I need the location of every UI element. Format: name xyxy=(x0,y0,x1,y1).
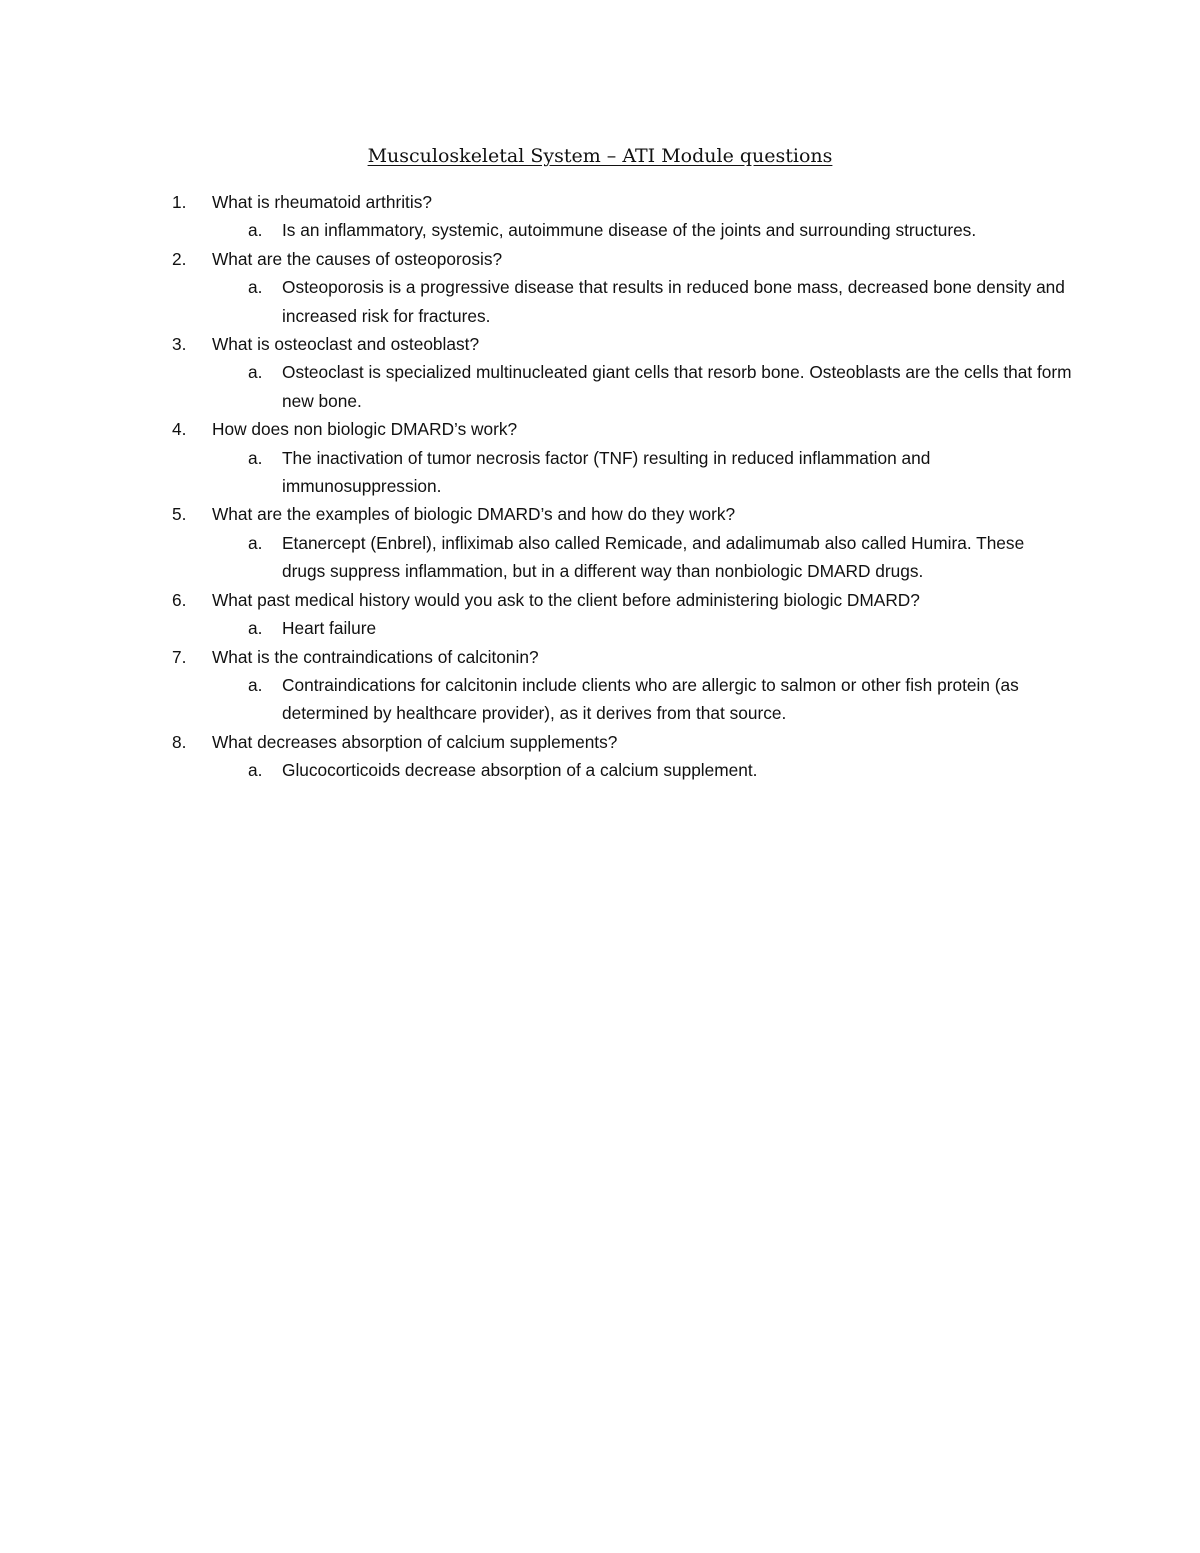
answer-row xyxy=(172,273,1072,330)
answer-letter: a. xyxy=(248,362,263,383)
answer-letter: a. xyxy=(248,760,263,781)
question-row xyxy=(172,500,1072,528)
document-title: Musculoskeletal System – ATI Module questions xyxy=(367,145,833,167)
answer-letter: a. xyxy=(248,532,263,553)
question-text: What is rheumatoid arthritis? xyxy=(212,192,432,212)
answer-text: Heart failure xyxy=(282,618,377,639)
question-number: 5. xyxy=(172,504,187,525)
answer-text: Glucocorticoids decrease absorption of a calcium supplement. xyxy=(282,760,758,781)
question-text: What is osteoclast and osteoblast? xyxy=(212,334,480,355)
answer-text: Etanercept (Enbrel), infliximab also called Remicade, and adalimumab also called Humira. These drugs suppress inflammation, but in a different way than nonbiologic DMARD drugs. xyxy=(282,532,1025,582)
question-text: What are the causes of osteoporosis? xyxy=(212,248,503,269)
qa-item-7 xyxy=(172,643,1072,728)
answer-row xyxy=(172,614,1072,642)
question-number: 7. xyxy=(172,646,187,667)
qa-item-2 xyxy=(172,245,1072,330)
answer-letter: a. xyxy=(248,447,263,468)
answer-text: Is an inflammatory, systemic, autoimmune disease of the joints and surrounding structures. xyxy=(282,220,977,241)
question-text: How does non biologic DMARD’s work? xyxy=(212,419,518,440)
question-row xyxy=(172,245,1072,273)
qa-item-5 xyxy=(172,500,1072,585)
question-number: 8. xyxy=(172,731,187,752)
question-number: 3. xyxy=(172,334,187,355)
question-number: 4. xyxy=(172,419,187,440)
answer-text: Contraindications for calcitonin include clients who are allergic to salmon or other fish protein (as determined by healthcare provider), as it derives from that source. xyxy=(282,674,1019,724)
qa-item-1 xyxy=(172,188,1072,245)
question-row xyxy=(172,188,1072,216)
answer-row xyxy=(172,529,1072,586)
question-row xyxy=(172,415,1072,443)
qa-item-8 xyxy=(172,728,1072,785)
qa-item-4 xyxy=(172,415,1072,500)
question-row xyxy=(172,643,1072,671)
answer-letter: a. xyxy=(248,277,263,298)
answer-letter: a. xyxy=(248,220,263,241)
answer-text: Osteoclast is specialized multinucleated giant cells that resorb bone. Osteoblasts are the cells that form new bone. xyxy=(282,362,1072,411)
qa-item-3 xyxy=(172,330,1072,415)
answer-letter: a. xyxy=(248,674,263,695)
answer-row xyxy=(172,671,1072,728)
question-text: What decreases absorption of calcium supplements? xyxy=(212,731,618,752)
answer-row xyxy=(172,358,1072,415)
answer-text: The inactivation of tumor necrosis factor (TNF) resulting in reduced inflammation and immunosuppression. xyxy=(282,447,931,497)
answer-letter: a. xyxy=(248,618,263,639)
question-text: What past medical history would you ask to the client before administering biologic DMARD? xyxy=(212,589,920,610)
qa-item-6 xyxy=(172,586,1072,643)
question-row xyxy=(172,586,1072,614)
answer-row xyxy=(172,756,1072,784)
answer-row xyxy=(172,444,1072,501)
question-row xyxy=(172,728,1072,756)
question-number: 6. xyxy=(172,589,187,610)
question-row xyxy=(172,330,1072,358)
question-number: 2. xyxy=(172,248,187,269)
question-list xyxy=(172,188,1072,785)
question-text: What are the examples of biologic DMARD’s and how do they work? xyxy=(212,504,736,525)
question-text: What is the contraindications of calcitonin? xyxy=(212,646,539,667)
answer-row xyxy=(172,216,1072,244)
question-number: 1. xyxy=(172,192,187,212)
answer-text: Osteoporosis is a progressive disease that results in reduced bone mass, decreased bone density and increased risk for fractures. xyxy=(282,277,1065,326)
